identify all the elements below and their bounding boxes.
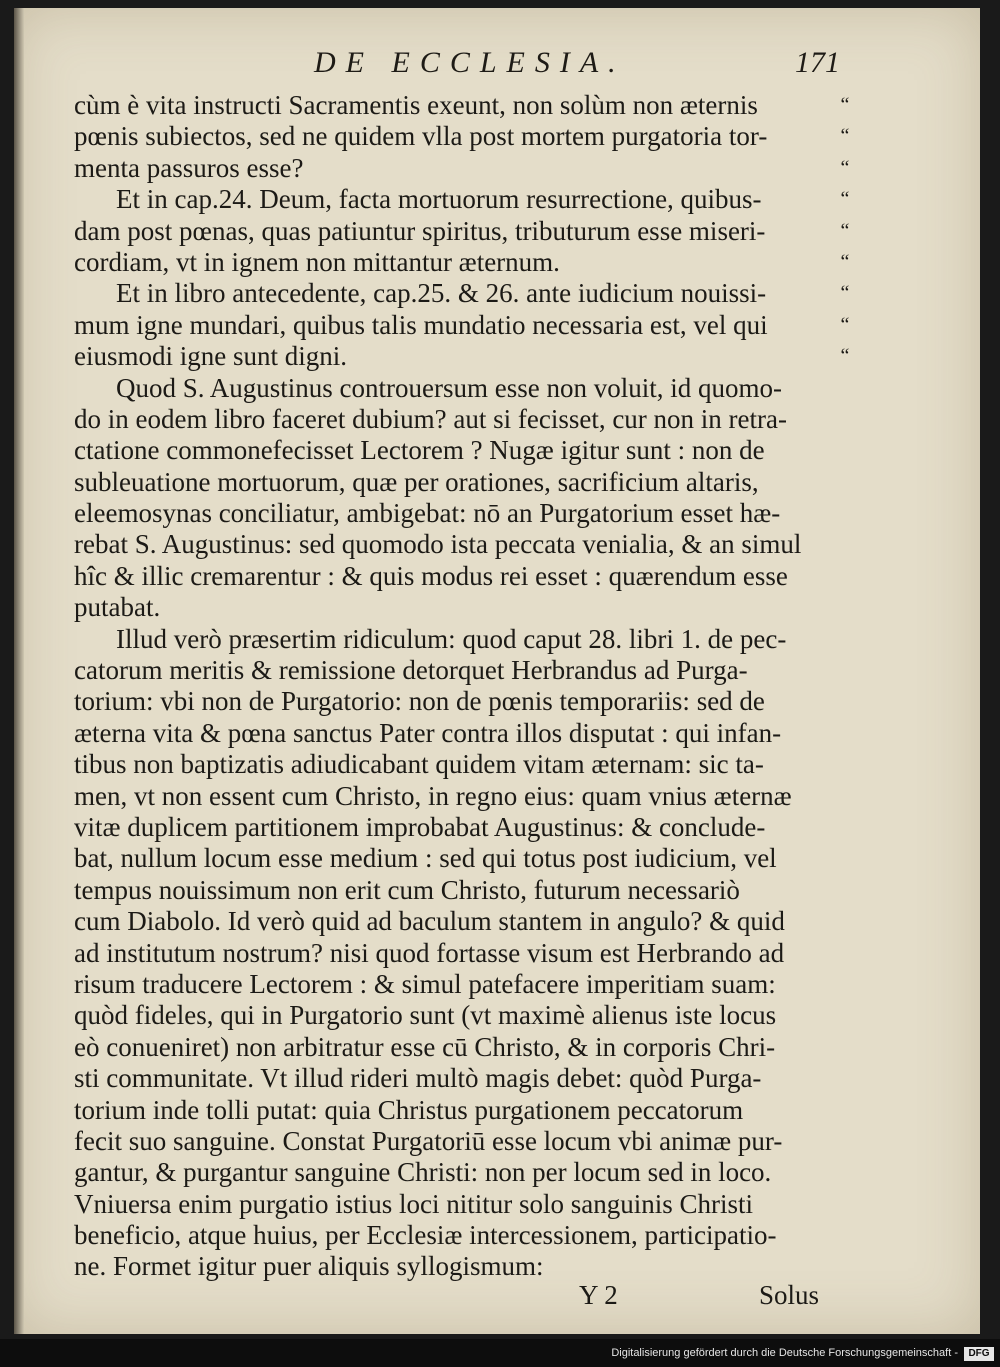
text-line: dam post pœnas, quas patiuntur spiritus, tributurum esse miseri- (74, 215, 766, 246)
text-line: catorum meritis & remissione detorquet Herbrandus ad Purga- (74, 655, 748, 686)
text-line: subleuatione mortuorum, quæ per orationes, sacrificium altaris, (74, 466, 759, 497)
running-title: DE ECCLESIA. (314, 46, 626, 79)
quote-mark: “ (840, 250, 850, 273)
text-line: gantur, & purgantur sanguine Christi: non per locum sed in loco. (74, 1157, 772, 1188)
text-line: mum igne mundari, quibus talis mundatio necessaria est, vel qui (74, 309, 768, 340)
text-line: torium: vbi non de Purgatorio: non de pœnis temporariis: sed de (74, 686, 765, 717)
quote-mark: “ (840, 219, 850, 242)
page-gutter-edge (14, 8, 24, 1334)
text-line: vitæ duplicem partitionem improbabat Augustinus: & conclude- (74, 811, 766, 842)
quote-mark: “ (840, 313, 850, 336)
text-line: quòd fideles, qui in Purgatorio sunt (vt maximè alienus iste locus (74, 1000, 777, 1031)
dfg-logo: DFG (964, 1347, 994, 1361)
quote-mark: “ (840, 94, 850, 116)
text-line: Vniuersa enim purgatio istius loci nititur solo sanguinis Christi (74, 1188, 753, 1219)
quote-mark: “ (840, 345, 850, 368)
text-line: cùm è vita instructi Sacramentis exeunt, non solùm non æternis (74, 90, 758, 120)
quote-mark: “ (840, 156, 850, 179)
marginal-quotation-marks (830, 90, 860, 373)
text-line: eò conueniret) non arbitratur esse cū Christo, & in corporis Chri- (74, 1031, 776, 1062)
text-line: pœnis subiectos, sed ne quidem vlla post mortem purgatoria tor- (74, 121, 768, 152)
page-number: 171 (795, 46, 840, 79)
text-line: do in eodem libro faceret dubium? aut si fecisset, cur non in retra- (74, 403, 787, 434)
text-line: tempus nouissimum non erit cum Christo, futurum necessariò (74, 874, 740, 905)
catchword: Solus (759, 1280, 820, 1310)
signature-mark: Y 2 (579, 1280, 618, 1310)
text-line: Quod S. Augustinus controuersum esse non voluit, id quomo- (116, 372, 782, 403)
text-line: cum Diabolo. Id verò quid ad baculum stantem in angulo? & quid (74, 906, 785, 937)
text-line: Et in cap.24. Deum, facta mortuorum resurrectione, quibus- (116, 184, 762, 215)
text-line: eleemosynas conciliatur, ambigebat: nō an Purgatorium esset hæ- (74, 498, 781, 529)
text-line: hîc & illic cremarentur : & quis modus rei esset : quærendum esse (74, 560, 788, 591)
main-text (74, 90, 844, 1283)
text-line: ctatione commonefecisset Lectorem ? Nugæ igitur sunt : non de (74, 435, 765, 466)
text-line: ne. Formet igitur puer aliquis syllogismum: (74, 1251, 544, 1282)
page-footer (14, 1280, 980, 1316)
quote-mark: “ (840, 188, 850, 211)
text-line: tibus non baptizatis adiudicabant quidem vitam æternam: sic ta- (74, 749, 764, 780)
text-line: Et in libro antecedente, cap.25. & 26. ante iudicium nouissi- (116, 278, 767, 309)
quote-mark: “ (840, 282, 850, 305)
text-line: putabat. (74, 592, 161, 623)
text-line: Illud verò præsertim ridiculum: quod caput 28. libri 1. de pec- (116, 623, 787, 654)
text-line: bat, nullum locum esse medium : sed qui totus post iudicium, vel (74, 843, 777, 874)
text-line: rebat S. Augustinus: sed quomodo ista peccata venialia, & an simul (74, 529, 802, 560)
text-line: menta passuros esse? (74, 152, 304, 183)
text-line: torium inde tolli putat: quia Christus purgationem peccatorum (74, 1094, 744, 1125)
quote-mark: “ (840, 125, 850, 148)
text-line: æterna vita & pœna sanctus Pater contra illos disputat : qui infan- (74, 717, 782, 748)
text-line: sti communitate. Vt illud rideri multò magis debet: quòd Purga- (74, 1063, 762, 1094)
text-line: risum traducere Lectorem : & simul patefacere imperitiam suam: (74, 968, 776, 999)
text-line: men, vt non essent cum Christo, in regno eius: quam vnius æternæ (74, 780, 792, 811)
text-line: fecit suo sanguine. Constat Purgatoriū esse locum vbi animæ pur- (74, 1125, 783, 1156)
text-line: beneficio, atque huius, per Ecclesiæ intercessionem, participatio- (74, 1220, 777, 1251)
book-page (14, 8, 980, 1334)
credit-text: Digitalisierung gefördert durch die Deutsche Forschungsgemeinschaft - (611, 1347, 958, 1359)
text-line: ad institutum nostrum? nisi quod fortasse visum est Herbrando ad (74, 937, 785, 968)
text-line: eiusmodi igne sunt digni. (74, 341, 347, 372)
page-header (14, 46, 980, 86)
digitization-credit-bar (0, 1339, 1000, 1367)
text-line: cordiam, vt in ignem non mittantur æternum. (74, 246, 560, 277)
